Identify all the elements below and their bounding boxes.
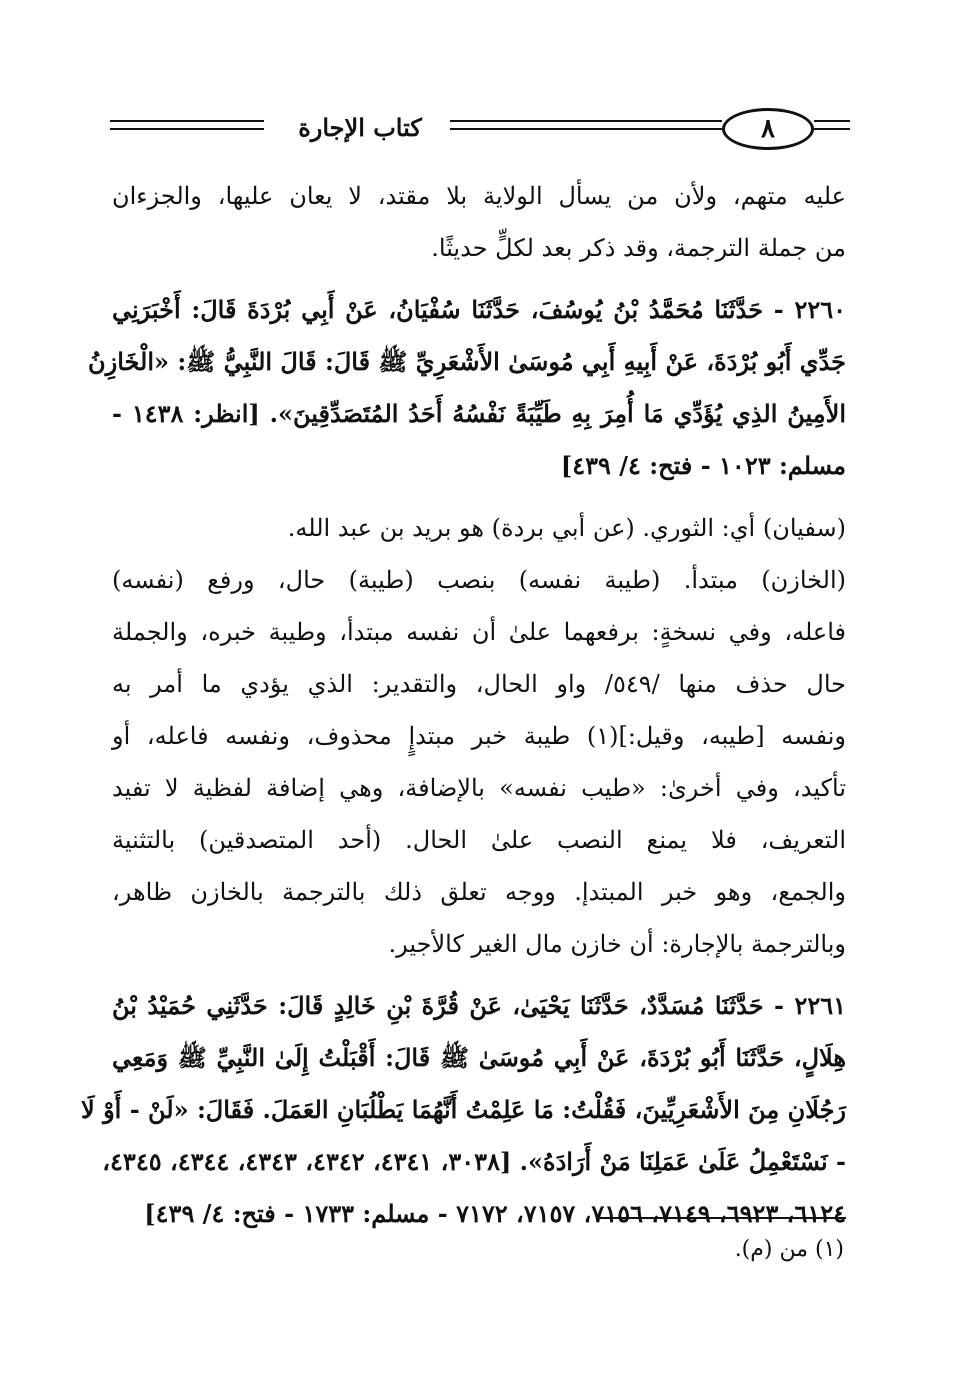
paragraph-gap [112, 492, 846, 502]
header-rule-left-bottom [110, 128, 264, 130]
text-line: فاعله، وفي نسخةٍ: برفعهما علىٰ أن نفسه مبتدأ، وطيبة خبره، والجملة [112, 618, 846, 646]
hadith-line: ٢٢٦٠ - حَدَّثَنَا مُحَمَّدُ بْنُ يُوسُفَ، حَدَّثَنَا سُفْيَانُ، عَنْ أَبِي بُرْدَةَ قَالَ: أَخْبَرَنِي [112, 295, 846, 324]
hadith-line: هِلَالٍ، حَدَّثَنَا أَبُو بُرْدَةَ، عَنْ أَبِي مُوسَىٰ ﷺ قَالَ: أَقْبَلْتُ إِلَىٰ النَّبِيِّ ﷺ وَمَعِي [112, 1043, 846, 1072]
paragraph-gap [112, 274, 846, 284]
hadith-line: ٢٢٦١ - حَدَّثَنَا مُسَدَّدٌ، حَدَّثَنَا يَحْيَىٰ، عَنْ قُرَّةَ بْنِ خَالِدٍ قَالَ: حَدَّثَنِي حُمَيْدُ بْنُ [112, 991, 846, 1020]
text-line: والجمع، وهو خبر المبتدإ. ووجه تعلق ذلك بالترجمة بالخازن ظاهر، [112, 878, 846, 906]
header-rule-right-bottom [814, 128, 850, 130]
text-line: ونفسه [طيبه، وقيل:](١) طيبة خبر مبتدإٍ محذوف، ونفسه فاعله، أو [112, 722, 846, 750]
text-line: عليه متهم، ولأن من يسأل الولاية بلا مقتد، لا يعان عليها، والجزءان [112, 182, 846, 210]
page-body [81, 170, 847, 1240]
footnote-divider [596, 1217, 846, 1219]
hadith-line: مسلم: ١٠٢٣ - فتح: ٤/ ٤٣٩] [560, 451, 846, 480]
text-line: (سفيان) أي: الثوري. (عن أبي بردة) هو بريد بن عبد الله. [287, 514, 846, 542]
header-rule-mid-bottom [450, 128, 722, 130]
paragraph-gap [112, 970, 846, 980]
header-rule-left-top [110, 120, 264, 122]
hadith-line: الأَمِينُ الذِي يُؤَدِّي مَا أُمِرَ بِهِ طَيِّبَةً نَفْسُهُ أَحَدُ المُتَصَدِّقِينَ». [انظر: ١٤٣٨ - [112, 399, 846, 428]
text-line: التعريف، فلا يمنع النصب علىٰ الحال. (أحد المتصدقين) بالتثنية [112, 826, 846, 854]
header-rule-mid-top [450, 120, 722, 122]
text-line: حال حذف منها /٥٤٩/ واو الحال، والتقدير: الذي يؤدي ما أمر به [112, 670, 847, 698]
page-number: ٨ [722, 108, 814, 150]
text-line: وبالترجمة بالإجارة: أن خازن مال الغير كالأجير. [388, 930, 846, 958]
hadith-line: رَجُلَانِ مِنَ الأَشْعَرِيِّينَ، فَقُلْتُ: مَا عَلِمْتُ أَنَّهُمَا يَطْلُبَانِ العَمَلَ. فَقَالَ: «لَنْ - أَوْ لَا [81, 1095, 846, 1124]
hadith-line: ٦١٢٤، ٦٩٢٣، ٧١٤٩، ٧١٥٦، ٧١٥٧، ٧١٧٢ - مسلم: ١٧٣٣ - فتح: ٤/ ٤٣٩] [144, 1199, 846, 1228]
text-line: تأكيد، وفي أخرىٰ: «طيب نفسه» بالإضافة، وهي إضافة لفظية لا تفيد [112, 774, 846, 802]
text-line: (الخازن) مبتدأ. (طيبة نفسه) بنصب (طيبة) حال، ورفع (نفسه) [112, 566, 846, 594]
chapter-title: كتاب الإجارة [298, 113, 422, 142]
text-line: من جملة الترجمة، وقد ذكر بعد لكلٍّ حديثًا. [431, 234, 846, 262]
page-header [110, 104, 850, 156]
hadith-line: - نَسْتَعْمِلُ عَلَىٰ عَمَلِنَا مَنْ أَرَادَهُ». [٣٠٣٨، ٤٣٤١، ٤٣٤٢، ٤٣٤٣، ٤٣٤٤، ٤٣٤٥، [102, 1147, 846, 1176]
hadith-line: جَدِّي أَبُو بُرْدَةَ، عَنْ أَبِيهِ أَبِي مُوسَىٰ الأَشْعَرِيِّ ﷺ قَالَ: قَالَ النَّبِيُّ ﷺ: «الْخَازِنُ [88, 347, 846, 376]
footnote-1: (١) من (م). [734, 1237, 844, 1262]
header-rule-right-top [814, 120, 850, 122]
